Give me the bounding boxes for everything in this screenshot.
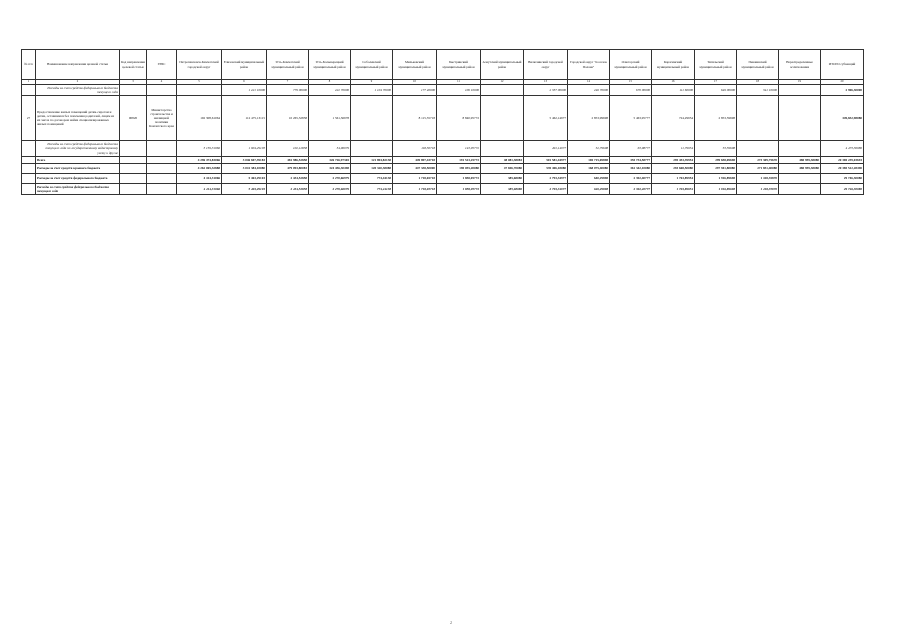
table-cell: 670 00000 [610, 85, 652, 96]
table-cell: 1 763,89954 [652, 174, 695, 184]
header-cell: Код направления целевой статьи [120, 50, 147, 80]
table-cell: 1 418,35870 [737, 184, 779, 195]
column-number: 2 [36, 80, 120, 85]
table-cell: 102,12858 [267, 141, 309, 157]
table-cell: 324 456,30498 [309, 164, 351, 174]
table-cell: 480 959,38080 [779, 157, 821, 164]
header-cell: Олюторский муниципальный район [610, 50, 652, 80]
table-cell: 121 894,82138 [351, 157, 393, 164]
table-cell: Расходы за счет средств федерального бюджета текущего года по государственному кадастровому учету и другие [36, 141, 120, 157]
header-cell: Быстринский муниципальный район [437, 50, 481, 80]
table-cell: 1 104 70000 [351, 85, 393, 96]
table-row [22, 174, 864, 184]
table-cell: 2 793,34977 [524, 184, 568, 195]
table-cell: 4 296 474,83066 [177, 157, 222, 164]
table-cell: 118,50718 [393, 141, 437, 157]
table-cell: 5 463,29103 [222, 184, 267, 195]
table-row [22, 96, 864, 141]
table-cell: 20 369 239,03693 [821, 157, 864, 164]
table-cell: 4 414,31066 [177, 174, 222, 184]
column-number: 13 [524, 80, 568, 85]
table-cell: 52,79698 [568, 141, 610, 157]
column-number: 5 [177, 80, 222, 85]
header-cell: Наименование направления целевой статьи [36, 50, 120, 80]
table-cell [779, 184, 821, 195]
header-row [22, 50, 864, 80]
table-cell: 2 793,34977 [524, 174, 568, 184]
table-cell: 191 513,25772 [437, 157, 481, 164]
column-number: 14 [568, 80, 610, 85]
table-cell [147, 141, 177, 157]
table-cell: 1 418,35870 [737, 174, 779, 184]
table-cell: 2 853,59698 [695, 96, 737, 141]
table-cell: 29 746,30080 [821, 184, 864, 195]
table-cell: 779 00000 [267, 85, 309, 96]
table-cell: 48 081,38083 [481, 157, 524, 164]
column-number: 19 [779, 80, 821, 85]
table-cell: 1 916,89698 [695, 184, 737, 195]
table-cell: 4 262 065,32888 [177, 164, 222, 174]
table-cell: 1 718,65718 [393, 174, 437, 184]
header-cell: Вилючинский городской округ [524, 50, 568, 80]
table-cell: 774,44138 [351, 184, 393, 195]
table-cell: 640,29898 [568, 184, 610, 195]
table-cell: 361 342,10080 [610, 164, 652, 174]
column-number: 12 [481, 80, 524, 85]
table-cell [22, 141, 36, 157]
table-cell: 385,68080 [481, 174, 524, 184]
table-cell: 640,29898 [568, 174, 610, 184]
table-cell [120, 141, 147, 157]
table-cell: 2 392,40777 [610, 174, 652, 184]
table-cell: 491,14977 [524, 141, 568, 157]
table-cell [22, 174, 36, 184]
table-cell: 20 385 512,28490 [821, 164, 864, 174]
table-cell [779, 96, 821, 141]
header-cell: Елизовский муниципальный район [222, 50, 267, 80]
table-cell [22, 157, 36, 164]
table-cell: 5 463,29103 [222, 174, 267, 184]
table-cell: 34,96979 [309, 141, 351, 157]
table-row [22, 164, 864, 174]
table-cell: 295 453,39954 [652, 157, 695, 164]
table-cell: 2 270,66979 [309, 174, 351, 184]
table-cell [779, 85, 821, 96]
table-cell: 246 70000 [568, 85, 610, 96]
table-cell: Расходы за счет средств федерального бюджета текущего года [36, 85, 120, 96]
table-cell: 3 046 847,39183 [222, 157, 267, 164]
table-cell: 8 115,35718 [393, 96, 437, 141]
column-number: 18 [737, 80, 779, 85]
table-cell: 2 853,99698 [568, 96, 610, 141]
table-row [22, 85, 864, 96]
table-cell: 326 726,97365 [309, 157, 351, 164]
header-cell: № п/п [22, 50, 36, 80]
table-cell: 112 475,13115 [222, 96, 267, 141]
header-cell: Мильковский муниципальный район [393, 50, 437, 80]
table-cell: 3 159,31066 [177, 141, 222, 157]
column-number: 1 [22, 80, 36, 85]
table-cell: 299 658,69698 [695, 157, 737, 164]
table-cell: Расходы за счет средств краевого бюджета [36, 164, 120, 174]
table-cell [147, 157, 177, 164]
table-row [22, 157, 864, 164]
table-cell [147, 174, 177, 184]
table-cell: 501 581,44977 [524, 157, 568, 164]
page-number: 2 [450, 620, 452, 625]
table-cell: 481 986,52858 [267, 157, 309, 164]
table-cell: 1 763,89954 [652, 184, 695, 195]
table-cell: 177 40000 [393, 85, 437, 96]
table-cell [351, 141, 393, 157]
table-cell: 349,832,98080 [821, 96, 864, 141]
table-cell [120, 174, 147, 184]
table-cell: 111 60000 [652, 85, 695, 96]
table-row [22, 141, 864, 157]
subvention-table [21, 49, 864, 195]
column-number: 15 [610, 80, 652, 85]
table-cell: 2 270,66979 [309, 184, 351, 195]
table-cell: 1 916,89698 [695, 174, 737, 184]
table-cell: 271 851,40080 [737, 164, 779, 174]
table-cell: 355 734,58777 [610, 157, 652, 164]
table-cell [481, 96, 524, 141]
table-cell: 2 434,52858 [267, 184, 309, 195]
column-number: 20 [821, 80, 864, 85]
table-cell: 120 320,38088 [351, 164, 393, 174]
table-cell: 00820 [120, 96, 147, 141]
table-cell: 5 463,95777 [610, 96, 652, 141]
table-cell: 480 959,38080 [779, 164, 821, 174]
table-cell: 385,68080 [481, 184, 524, 195]
table-cell: 27 [22, 96, 36, 141]
table-cell [737, 141, 779, 157]
table-cell: Расходы за счет средств федерального бюджета [36, 174, 120, 184]
table-cell: 2 434,52858 [267, 174, 309, 184]
table-cell: 774,44138 [351, 174, 393, 184]
table-cell: 8 840,95772 [437, 96, 481, 141]
table-cell: 3 041 384,10080 [222, 164, 267, 174]
table-cell [120, 157, 147, 164]
table-cell: 222 70000 [309, 85, 351, 96]
header-cell: Петропавловск-Камчатский городской округ [177, 50, 222, 80]
column-number: 16 [652, 80, 695, 85]
table-cell: 169 715,69898 [568, 157, 610, 164]
table-cell: 2 392,40777 [610, 184, 652, 195]
column-number: 8 [309, 80, 351, 85]
table-cell: 297 941,80080 [695, 164, 737, 174]
column-number: 4 [147, 80, 177, 85]
table-cell [351, 96, 393, 141]
column-number: 17 [695, 80, 737, 85]
table-cell: 143,95772 [437, 141, 481, 157]
table-cell: Всего [36, 157, 120, 164]
table-cell: 29 746,30080 [821, 174, 864, 184]
column-number: 7 [267, 80, 309, 85]
table-cell [481, 141, 524, 157]
table-cell: 2 337 00000 [524, 85, 568, 96]
table-cell: 2 906,30000 [821, 85, 864, 96]
table-cell: 1 004,29103 [222, 141, 267, 157]
table-cell: 10 265,32858 [267, 96, 309, 141]
table-cell: 1 858,05772 [437, 184, 481, 195]
table-cell: 479 093,80083 [267, 164, 309, 174]
table-cell: 168 075,40080 [568, 164, 610, 174]
table-cell: 4 473,36080 [821, 141, 864, 157]
table-cell: 190 055,20080 [437, 164, 481, 174]
table-cell [147, 85, 177, 96]
table-cell: 649 00000 [695, 85, 737, 96]
table-cell [481, 85, 524, 96]
table-cell [147, 164, 177, 174]
table-cell: 539 406,18080 [524, 164, 568, 174]
table-cell: 1 718,65718 [393, 184, 437, 195]
header-cell: Пенжинский муниципальный район [737, 50, 779, 80]
header-cell: ИТОГО субвенций [821, 50, 864, 80]
table-cell [737, 96, 779, 141]
table-cell: 5 462,14977 [524, 96, 568, 141]
table-cell: 47 696,70080 [481, 164, 524, 174]
table-row [22, 184, 864, 195]
table-cell: 1 221 10000 [222, 85, 267, 96]
table-cell [120, 85, 147, 96]
table-cell: Предоставление жилых помещений детям-сиротам и детям, оставшимся без попечения родителей, лицам из их числа по договорам найма специализированных жилых помещений [36, 96, 120, 141]
table-cell: Расходы за счет средств федерального бюджета текущего года [36, 184, 120, 195]
table-cell: 449 897,43718 [393, 157, 437, 164]
header-cell: Алеутский муниципальный район [481, 50, 524, 80]
table-cell [779, 174, 821, 184]
table-cell: 1 858,05772 [437, 174, 481, 184]
table-cell [177, 85, 222, 96]
table-cell: 4 414,31066 [177, 184, 222, 195]
header-cell: ГРБС [147, 50, 177, 80]
header-cell: Нераспределенные ассигнования [779, 50, 821, 80]
column-number: 11 [437, 80, 481, 85]
table-cell: 293 668,50080 [652, 164, 695, 174]
header-cell: Карагинский муниципальный район [652, 50, 695, 80]
table-cell: 273 309,75670 [737, 157, 779, 164]
column-number: 10 [393, 80, 437, 85]
column-number: 9 [351, 80, 393, 85]
table-cell: Министерство строительства и жилищной политики Камчатского края [147, 96, 177, 141]
table-cell: 63,98777 [610, 141, 652, 157]
table-cell: 11,79954 [652, 141, 695, 157]
table-cell [22, 184, 36, 195]
table-cell: 341 10000 [737, 85, 779, 96]
header-cell: Городской округ "поселок Палана" [568, 50, 610, 80]
header-cell: Усть-Камчатский муниципальный район [267, 50, 309, 80]
table-cell [22, 164, 36, 174]
column-number: 3 [120, 80, 147, 85]
table-cell: 53,59698 [695, 141, 737, 157]
table-cell [120, 164, 147, 174]
table-cell [22, 85, 36, 96]
table-cell [779, 141, 821, 157]
table-cell: 1 561,36978 [309, 96, 351, 141]
table-cell [147, 184, 177, 195]
column-number: 6 [222, 80, 267, 85]
header-cell: Тигильский муниципальный район [695, 50, 737, 80]
table-cell: 106 10000 [437, 85, 481, 96]
header-cell: Усть-Большерецкий муниципальный район [309, 50, 351, 80]
table-cell: 192 308,61064 [177, 96, 222, 141]
header-cell: Соболевский муниципальный район [351, 50, 393, 80]
table-cell [120, 184, 147, 195]
table-cell: 724,29954 [652, 96, 695, 141]
table-cell: 447 338,50000 [393, 164, 437, 174]
